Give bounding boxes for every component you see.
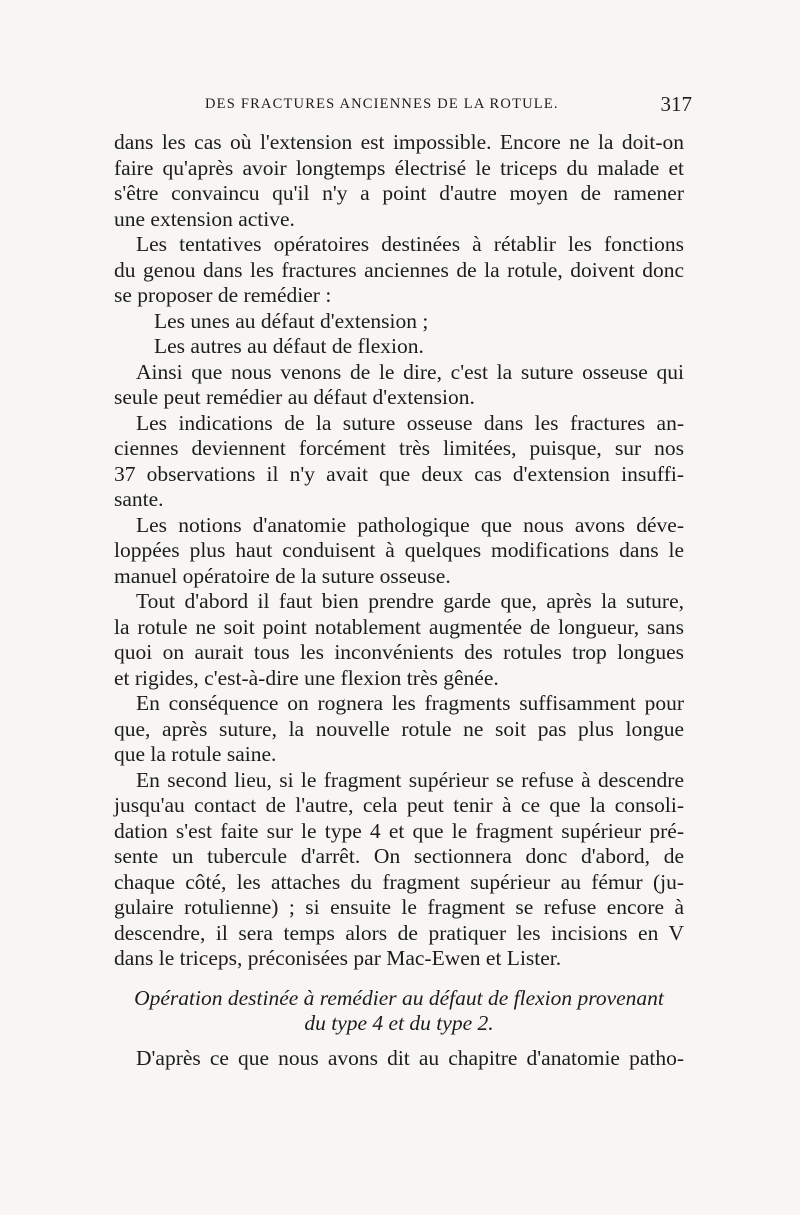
section-heading xyxy=(114,986,684,1036)
running-title: DES FRACTURES ANCIENNES DE LA ROTULE. xyxy=(205,96,559,112)
text-line: et rigides, c'est-à-dire une flexion très gênée. xyxy=(114,665,499,690)
text-line: Les unes au défaut d'extension ; xyxy=(154,308,429,333)
text-line: gulaire rotulienne) ; si ensuite le fragment se refuse encore à xyxy=(114,895,684,919)
section-heading-line: Opération destinée à remédier au défaut de flexion provenant xyxy=(134,985,664,1010)
text-line: sente un tubercule d'arrêt. On sectionnera donc d'abord, de xyxy=(114,844,684,868)
text-line: chaque côté, les attaches du fragment supérieur au fémur (ju- xyxy=(114,869,684,894)
text-line: quoi on aurait tous les inconvénients des rotules trop longues xyxy=(114,640,684,664)
text-line: descendre, il sera temps alors de pratiquer les incisions en V xyxy=(114,920,684,945)
text-line: En conséquence on rognera les fragments suffisamment pour xyxy=(136,691,684,715)
text-line: Ainsi que nous venons de le dire, c'est la suture osseuse qui xyxy=(136,359,684,384)
text-line: dans le triceps, préconisées par Mac-Ewen et Lister. xyxy=(114,946,562,970)
text-line: se proposer de remédier : xyxy=(114,283,332,307)
text-line: seule peut remédier au défaut d'extension. xyxy=(114,385,475,409)
text-line: du genou dans les fractures anciennes de la rotule, doivent donc xyxy=(114,257,684,282)
text-line: une extension active. xyxy=(114,206,295,231)
text-line: faire qu'après avoir longtemps électrisé le triceps du malade et xyxy=(114,155,684,180)
text-line: D'après ce que nous avons dit au chapitre d'anatomie patho- xyxy=(136,1045,684,1070)
text-line: Les indications de la suture osseuse dans les fractures an- xyxy=(136,410,684,435)
text-line: que la rotule saine. xyxy=(114,742,277,766)
text-line: s'être convaincu qu'il n'y a point d'autre moyen de ramener xyxy=(114,181,684,205)
text-line: Les autres au défaut de flexion. xyxy=(154,334,424,358)
text-line: dans les cas où l'extension est impossible. Encore ne la doit-on xyxy=(114,130,684,154)
text-line: Tout d'abord il faut bien prendre garde que, après la suture, xyxy=(136,589,684,613)
text-line: ciennes deviennent forcément très limitées, puisque, sur nos xyxy=(114,436,684,460)
text-line: 37 observations il n'y avait que deux cas d'extension insuffi- xyxy=(114,461,684,486)
text-line: manuel opératoire de la suture osseuse. xyxy=(114,563,451,588)
text-line: dation s'est faite sur le type 4 et que le fragment supérieur pré- xyxy=(114,818,684,843)
page-header xyxy=(113,92,692,120)
page-body xyxy=(114,130,684,1071)
text-line: que, après suture, la nouvelle rotule ne soit pas plus longue xyxy=(114,716,684,741)
text-line: En second lieu, si le fragment supérieur se refuse à descendre xyxy=(136,767,684,792)
page-number: 317 xyxy=(660,92,692,116)
text-line: jusqu'au contact de l'autre, cela peut tenir à ce que la consoli- xyxy=(114,793,684,817)
text-line: la rotule ne soit point notablement augmentée de longueur, sans xyxy=(114,614,684,639)
text-line: Les notions d'anatomie pathologique que nous avons déve- xyxy=(136,512,684,537)
text-line: Les tentatives opératoires destinées à rétablir les fonctions xyxy=(136,232,684,256)
text-line: loppées plus haut conduisent à quelques modifications dans le xyxy=(114,538,684,562)
section-heading-line: du type 4 et du type 2. xyxy=(304,1010,494,1035)
text-line: sante. xyxy=(114,487,164,511)
